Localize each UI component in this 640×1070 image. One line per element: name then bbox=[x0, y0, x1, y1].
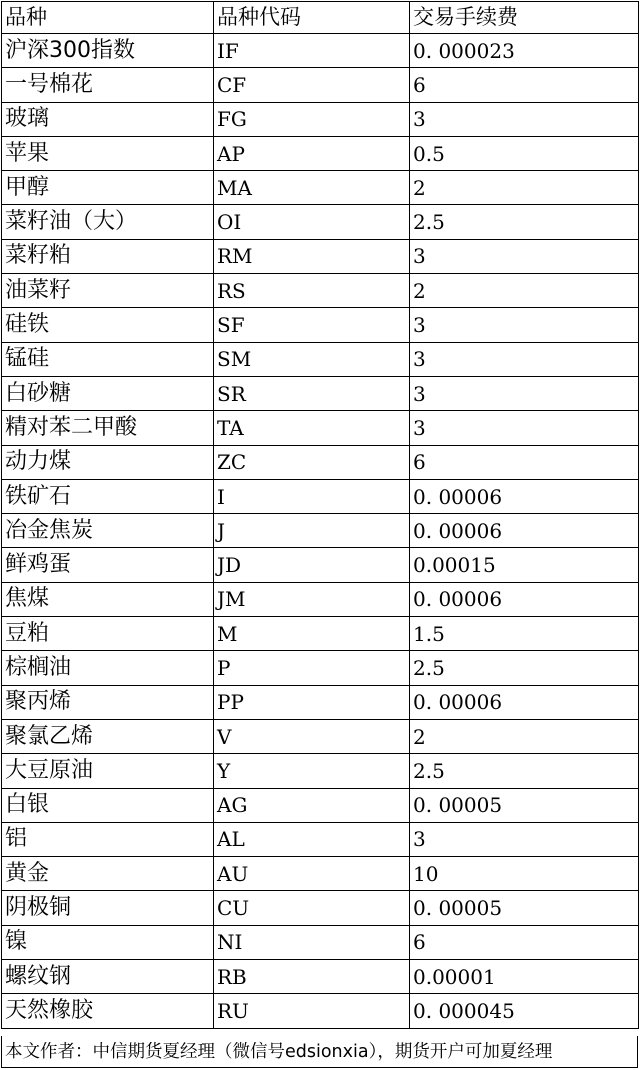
variety-code-cell: AP bbox=[214, 136, 410, 170]
variety-code-cell: RB bbox=[214, 960, 410, 994]
table-row bbox=[2, 548, 639, 582]
variety-name-cell: 阴极铜 bbox=[2, 891, 214, 925]
trading-fee-cell: 6 bbox=[410, 68, 639, 102]
variety-name-cell: 铁矿石 bbox=[2, 479, 214, 513]
trading-fee-cell: 0.00001 bbox=[410, 960, 639, 994]
variety-code-cell: AL bbox=[214, 822, 410, 856]
trading-fee-cell: 10 bbox=[410, 857, 639, 891]
table-row bbox=[2, 376, 639, 410]
variety-code-cell: P bbox=[214, 651, 410, 685]
variety-code-cell: PP bbox=[214, 685, 410, 719]
table-row bbox=[2, 479, 639, 513]
trading-fee-cell: 3 bbox=[410, 308, 639, 342]
trading-fee-cell: 0.5 bbox=[410, 136, 639, 170]
trading-fee-cell: 0. 00006 bbox=[410, 479, 639, 513]
table-row bbox=[2, 34, 639, 68]
trading-fee-cell: 3 bbox=[410, 411, 639, 445]
variety-name-cell: 天然橡胶 bbox=[2, 994, 214, 1028]
variety-name-cell: 白砂糖 bbox=[2, 376, 214, 410]
trading-fee-cell: 2.5 bbox=[410, 651, 639, 685]
trading-fee-cell: 3 bbox=[410, 822, 639, 856]
trading-fee-cell: 0.00015 bbox=[410, 548, 639, 582]
trading-fee-cell: 3 bbox=[410, 239, 639, 273]
table-row bbox=[2, 994, 639, 1028]
table-body bbox=[2, 34, 639, 1029]
variety-code-cell: RU bbox=[214, 994, 410, 1028]
variety-code-cell: OI bbox=[214, 205, 410, 239]
table-row bbox=[2, 651, 639, 685]
variety-name-cell: 精对苯二甲酸 bbox=[2, 411, 214, 445]
variety-code-cell: M bbox=[214, 617, 410, 651]
variety-name-cell: 棕榈油 bbox=[2, 651, 214, 685]
variety-name-cell: 聚丙烯 bbox=[2, 685, 214, 719]
trading-fee-cell: 2 bbox=[410, 719, 639, 753]
variety-code-cell: TA bbox=[214, 411, 410, 445]
variety-name-cell: 镍 bbox=[2, 925, 214, 959]
table-row bbox=[2, 68, 639, 102]
variety-code-cell: Y bbox=[214, 754, 410, 788]
table-row bbox=[2, 685, 639, 719]
variety-code-cell: MA bbox=[214, 171, 410, 205]
trading-fee-cell: 1.5 bbox=[410, 617, 639, 651]
variety-code-cell: NI bbox=[214, 925, 410, 959]
trading-fee-cell: 0. 00005 bbox=[410, 891, 639, 925]
table-row bbox=[2, 617, 639, 651]
variety-name-cell: 动力煤 bbox=[2, 445, 214, 479]
trading-fee-cell: 2.5 bbox=[410, 754, 639, 788]
variety-name-cell: 鲜鸡蛋 bbox=[2, 548, 214, 582]
table-row bbox=[2, 205, 639, 239]
table-row bbox=[2, 342, 639, 376]
table-row bbox=[2, 857, 639, 891]
table-row bbox=[2, 239, 639, 273]
variety-code-cell: SR bbox=[214, 376, 410, 410]
variety-code-cell: RS bbox=[214, 274, 410, 308]
variety-name-cell: 冶金焦炭 bbox=[2, 514, 214, 548]
table-row bbox=[2, 891, 639, 925]
table-row bbox=[2, 754, 639, 788]
variety-code-cell: JM bbox=[214, 582, 410, 616]
variety-name-cell: 硅铁 bbox=[2, 308, 214, 342]
variety-code-cell: AU bbox=[214, 857, 410, 891]
variety-name-cell: 玻璃 bbox=[2, 102, 214, 136]
trading-fee-cell: 0. 000045 bbox=[410, 994, 639, 1028]
variety-name-cell: 油菜籽 bbox=[2, 274, 214, 308]
trading-fee-cell: 2.5 bbox=[410, 205, 639, 239]
trading-fee-cell: 2 bbox=[410, 274, 639, 308]
trading-fee-cell: 3 bbox=[410, 376, 639, 410]
table-row bbox=[2, 102, 639, 136]
variety-name-cell: 聚氯乙烯 bbox=[2, 719, 214, 753]
variety-name-cell: 菜籽油（大） bbox=[2, 205, 214, 239]
variety-name-cell: 沪深300指数 bbox=[2, 34, 214, 68]
table-row bbox=[2, 136, 639, 170]
variety-name-cell: 菜籽粕 bbox=[2, 239, 214, 273]
table-row bbox=[2, 788, 639, 822]
trading-fee-cell: 2 bbox=[410, 171, 639, 205]
variety-name-cell: 焦煤 bbox=[2, 582, 214, 616]
header-trading-fee: 交易手续费 bbox=[410, 2, 639, 34]
variety-name-cell: 铝 bbox=[2, 822, 214, 856]
variety-name-cell: 甲醇 bbox=[2, 171, 214, 205]
table-row bbox=[2, 308, 639, 342]
variety-name-cell: 黄金 bbox=[2, 857, 214, 891]
table-row bbox=[2, 171, 639, 205]
header-variety-code: 品种代码 bbox=[214, 2, 410, 34]
header-variety: 品种 bbox=[2, 2, 214, 34]
variety-code-cell: CF bbox=[214, 68, 410, 102]
variety-code-cell: SM bbox=[214, 342, 410, 376]
variety-code-cell: J bbox=[214, 514, 410, 548]
table-row bbox=[2, 445, 639, 479]
variety-code-cell: V bbox=[214, 719, 410, 753]
table-row bbox=[2, 822, 639, 856]
table-row bbox=[2, 582, 639, 616]
author-footer: 本文作者：中信期货夏经理（微信号edsionxia），期货开户可加夏经理 bbox=[1, 1036, 638, 1068]
trading-fee-cell: 0. 00006 bbox=[410, 514, 639, 548]
trading-fee-cell: 0. 000023 bbox=[410, 34, 639, 68]
table-row bbox=[2, 960, 639, 994]
variety-code-cell: IF bbox=[214, 34, 410, 68]
table-header-row bbox=[2, 2, 639, 34]
trading-fee-cell: 0. 00006 bbox=[410, 582, 639, 616]
trading-fee-cell: 0. 00005 bbox=[410, 788, 639, 822]
futures-fee-table bbox=[1, 1, 639, 1029]
variety-code-cell: RM bbox=[214, 239, 410, 273]
trading-fee-cell: 0. 00006 bbox=[410, 685, 639, 719]
trading-fee-cell: 6 bbox=[410, 925, 639, 959]
variety-code-cell: ZC bbox=[214, 445, 410, 479]
variety-code-cell: SF bbox=[214, 308, 410, 342]
variety-code-cell: JD bbox=[214, 548, 410, 582]
variety-code-cell: I bbox=[214, 479, 410, 513]
variety-code-cell: AG bbox=[214, 788, 410, 822]
variety-name-cell: 螺纹钢 bbox=[2, 960, 214, 994]
variety-name-cell: 一号棉花 bbox=[2, 68, 214, 102]
table-row bbox=[2, 925, 639, 959]
variety-name-cell: 大豆原油 bbox=[2, 754, 214, 788]
table-row bbox=[2, 411, 639, 445]
variety-name-cell: 苹果 bbox=[2, 136, 214, 170]
table-row bbox=[2, 719, 639, 753]
variety-name-cell: 锰硅 bbox=[2, 342, 214, 376]
variety-name-cell: 白银 bbox=[2, 788, 214, 822]
trading-fee-cell: 3 bbox=[410, 342, 639, 376]
trading-fee-cell: 6 bbox=[410, 445, 639, 479]
variety-name-cell: 豆粕 bbox=[2, 617, 214, 651]
table-row bbox=[2, 514, 639, 548]
variety-code-cell: CU bbox=[214, 891, 410, 925]
trading-fee-cell: 3 bbox=[410, 102, 639, 136]
table-row bbox=[2, 274, 639, 308]
variety-code-cell: FG bbox=[214, 102, 410, 136]
